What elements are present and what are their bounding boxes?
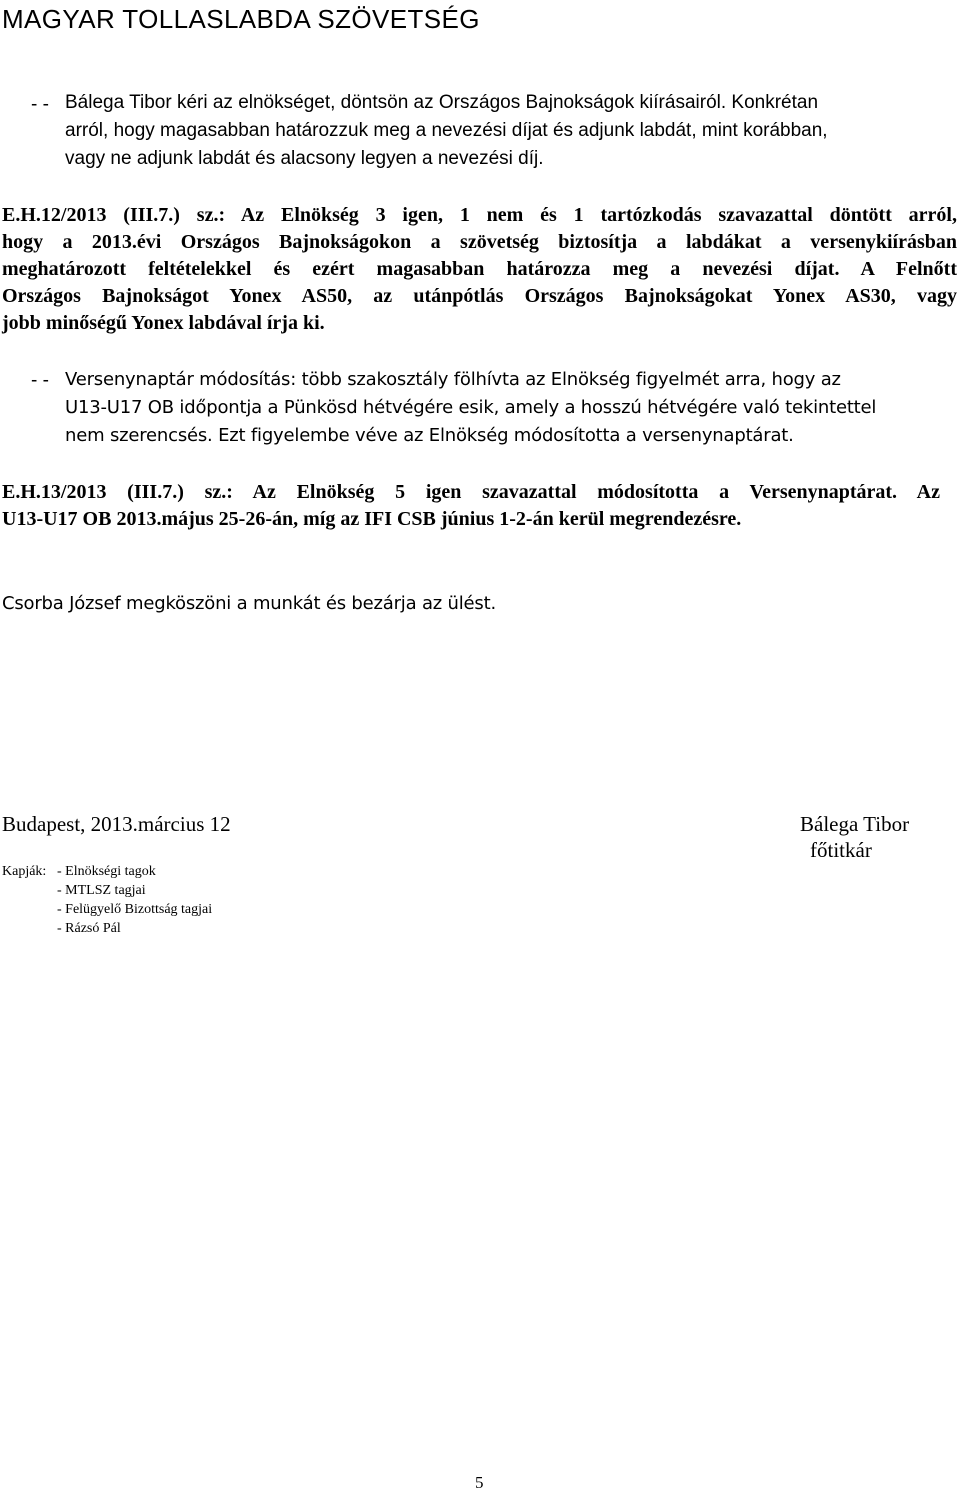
text-line: E.H.13/2013 (III.7.) sz.: Az Elnökség 5 igen szavazattal módosította a Versenynaptárat. Az <box>2 481 940 503</box>
list-bullet: - - <box>31 94 49 115</box>
page-title: MAGYAR TOLLASLABDA SZÖVETSÉG <box>2 4 480 34</box>
text-line: E.H.12/2013 (III.7.) sz.: Az Elnökség 3 igen, 1 nem és 1 tartózkodás szavazattal döntött arról, <box>2 204 957 226</box>
text-line: Bálega Tibor kéri az elnökséget, döntsön az Országos Bajnokságok kiírásairól. Konkrétan <box>65 92 819 113</box>
recipient-item: - Rázsó Pál <box>57 921 121 936</box>
recipients-label: Kapják: <box>2 864 47 879</box>
recipient-item: - Felügyelő Bizottság tagjai <box>57 902 213 917</box>
closing-sentence: Csorba József megköszöni a munkát és bezárja az ülést. <box>2 593 496 614</box>
text-line: vagy ne adjunk labdát és alacsony legyen a nevezési díj. <box>65 148 544 169</box>
page-number: 5 <box>475 1473 484 1492</box>
agenda-item-ball-entry <box>65 89 945 173</box>
text-line: arról, hogy magasabban határozzuk meg a nevezési díjat és adjunk labdát, mint korábban, <box>65 120 828 141</box>
agenda-item-calendar-change <box>65 366 945 450</box>
place-date: Budapest, 2013.március 12 <box>2 812 231 836</box>
text-line: U13-U17 OB időpontja a Pünkösd hétvégére esik, amely a hosszú hétvégére való tekintettel <box>65 397 877 418</box>
decision-eh-12-2013 <box>2 202 957 337</box>
signatory-role: főtitkár <box>810 838 872 862</box>
text-line: U13-U17 OB 2013.május 25-26-án, míg az IFI CSB június 1-2-án kerül megrendezésre. <box>2 508 742 530</box>
text-line: hogy a 2013.évi Országos Bajnokságokon a szövetség biztosítja a labdákat a versenykiírásban <box>2 231 957 253</box>
decision-eh-13-2013 <box>2 479 940 533</box>
text-line: meghatározott feltételekkel és ezért magasabban határozza meg a nevezési díjat. A Felnőtt <box>2 258 957 280</box>
text-line: nem szerencsés. Ezt figyelembe véve az Elnökség módosította a versenynaptárat. <box>65 425 794 446</box>
text-line: Versenynaptár módosítás: több szakosztály fölhívta az Elnökség figyelmét arra, hogy az <box>65 369 841 390</box>
recipient-item: - Elnökségi tagok <box>57 864 156 879</box>
text-line: jobb minőségű Yonex labdával írja ki. <box>2 312 325 334</box>
signatory-name: Bálega Tibor <box>800 812 910 836</box>
recipients-list <box>57 862 212 938</box>
list-bullet: - - <box>31 370 49 391</box>
text-line: Országos Bajnokságot Yonex AS50, az utánpótlás Országos Bajnokságokat Yonex AS30, vagy <box>2 285 957 307</box>
recipient-item: - MTLSZ tagjai <box>57 883 146 898</box>
